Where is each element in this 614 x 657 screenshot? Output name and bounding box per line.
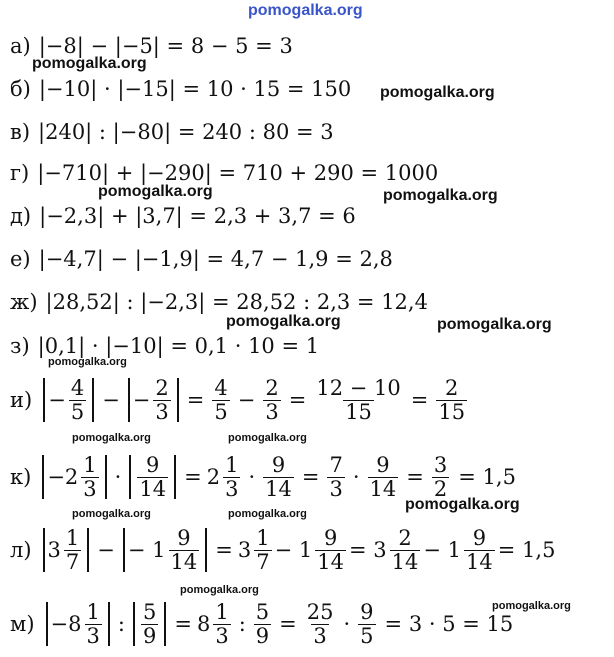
- watermark: pomogalka.org: [226, 313, 341, 330]
- watermark: pomogalka.org: [380, 84, 495, 101]
- operator: =: [215, 538, 233, 562]
- watermark: pomogalka.org: [492, 600, 571, 612]
- abs-bar: [205, 528, 207, 572]
- whole-part: − 1: [274, 538, 313, 562]
- abs-bar: [92, 378, 94, 422]
- row-expression: |28,52| : |−2,3| = 28,52 : 2,3 = 12,4: [45, 290, 428, 314]
- row-v: [10, 122, 334, 143]
- whole-part: − 1: [127, 538, 166, 562]
- operator: =: [279, 612, 297, 636]
- abs-bar: [128, 378, 130, 422]
- fraction: $\frac{1}{3}$: [225, 453, 239, 501]
- fraction: $\frac{2}{14}$: [391, 526, 419, 574]
- operator: =: [410, 388, 429, 412]
- abs-bar: [46, 602, 48, 646]
- row-i: [10, 372, 470, 428]
- watermark: pomogalka.org: [48, 356, 127, 368]
- row-label: е): [10, 247, 31, 271]
- fraction: $\frac{1}{3}$: [83, 453, 97, 501]
- abs-bar: [87, 528, 89, 572]
- row-expression: |240| : |−80| = 240 : 80 = 3: [38, 120, 334, 144]
- row-label: ж): [10, 290, 38, 314]
- fraction: $\frac{2}{3}$: [265, 376, 279, 424]
- row-expression: |−2,3| + |3,7| = 2,3 + 3,7 = 6: [39, 204, 356, 228]
- fraction: $\frac{4}{5}$: [214, 376, 228, 424]
- fraction: $\frac{2}{15}$: [438, 376, 466, 424]
- watermark: pomogalka.org: [98, 183, 213, 200]
- row-expression: |−710| + |−290| = 710 + 290 = 1000: [37, 161, 439, 185]
- row-expression: |−10| · |−15| = 10 · 15 = 150: [38, 77, 352, 101]
- whole-part: 2: [206, 465, 221, 489]
- operator: =: [288, 388, 307, 412]
- watermark: pomogalka.org: [72, 432, 151, 444]
- operator: :: [117, 612, 125, 636]
- whole-part: −8: [50, 612, 82, 636]
- watermark-top: pomogalka.org: [248, 2, 363, 19]
- watermark: pomogalka.org: [180, 584, 259, 596]
- result: = 1,5: [458, 465, 516, 489]
- abs-bar: [174, 455, 176, 499]
- row-l: [10, 522, 555, 578]
- operator: ·: [352, 465, 360, 489]
- watermark: pomogalka.org: [437, 316, 552, 333]
- abs-bar: [42, 455, 44, 499]
- fraction: $\frac{4}{5}$: [70, 376, 85, 424]
- row-b: [10, 79, 351, 100]
- row-a: [10, 36, 293, 57]
- minus-sign: −: [48, 388, 66, 412]
- fraction: $\frac{5}{9}$: [255, 600, 270, 648]
- abs-bar: [43, 378, 45, 422]
- fraction: $\frac{9}{14}$: [317, 526, 345, 574]
- watermark: pomogalka.org: [228, 432, 307, 444]
- fraction: $\frac{1}{3}$: [215, 600, 229, 648]
- row-zh: [10, 292, 428, 313]
- abs-bar: [43, 528, 45, 572]
- watermark: pomogalka.org: [405, 496, 520, 513]
- row-label: м): [10, 612, 35, 636]
- whole-part: = 3: [349, 538, 387, 562]
- fraction: $\frac{2}{3}$: [155, 376, 169, 424]
- fraction: $\frac{12 - 10}{15}$: [316, 376, 401, 424]
- abs-bar: [105, 455, 107, 499]
- fraction: $\frac{7}{3}$: [329, 453, 343, 501]
- abs-bar: [164, 602, 166, 646]
- abs-bar: [133, 602, 135, 646]
- row-expression: |−8| − |−5| = 8 − 5 = 3: [38, 34, 293, 58]
- operator: ·: [114, 465, 122, 489]
- whole-part: 8: [196, 612, 211, 636]
- row-label: а): [10, 34, 31, 58]
- abs-bar: [123, 528, 125, 572]
- row-label: д): [10, 204, 32, 228]
- fraction: $\frac{9}{5}$: [360, 600, 374, 648]
- minus-sign: −: [132, 388, 151, 412]
- row-g: [10, 163, 438, 184]
- fraction: $\frac{25}{3}$: [306, 600, 334, 648]
- abs-bar: [177, 378, 179, 422]
- whole-part: −2: [47, 465, 79, 489]
- whole-part: 3: [47, 538, 61, 562]
- operator: =: [186, 388, 205, 412]
- operator: ·: [343, 612, 351, 636]
- row-label: л): [10, 538, 32, 562]
- row-label: и): [10, 388, 33, 412]
- row-label: б): [10, 77, 31, 101]
- fraction: $\frac{9}{14}$: [139, 453, 167, 501]
- fraction: $\frac{1}{3}$: [86, 600, 100, 648]
- operator: −: [97, 538, 115, 562]
- abs-bar: [129, 455, 131, 499]
- operator: =: [184, 465, 202, 489]
- abs-bar: [108, 602, 110, 646]
- operator: :: [238, 612, 246, 636]
- watermark: pomogalka.org: [72, 508, 151, 520]
- fraction: $\frac{9}{14}$: [265, 453, 292, 501]
- fraction: $\frac{1}{7}$: [256, 526, 270, 574]
- watermark: pomogalka.org: [383, 187, 498, 204]
- row-e: [10, 249, 393, 270]
- fraction: $\frac{9}{14}$: [170, 526, 198, 574]
- operator: =: [301, 465, 320, 489]
- row-label: з): [10, 334, 30, 358]
- watermark: pomogalka.org: [228, 508, 307, 520]
- operator: ·: [248, 465, 256, 489]
- fraction: $\frac{9}{14}$: [369, 453, 397, 501]
- row-z: [10, 336, 319, 357]
- fraction: $\frac{3}{2}$: [433, 453, 448, 501]
- operator: =: [174, 612, 192, 636]
- row-expression: |0,1| · |−10| = 0,1 · 10 = 1: [37, 334, 320, 358]
- operator: −: [102, 388, 120, 412]
- row-expression: |−4,7| − |−1,9| = 4,7 − 1,9 = 2,8: [38, 247, 393, 271]
- whole-part: 3: [237, 538, 252, 562]
- fraction: $\frac{5}{9}$: [142, 600, 157, 648]
- row-label: к): [10, 465, 32, 489]
- result: = 3 · 5 = 15: [384, 612, 514, 636]
- row-m: [10, 596, 513, 652]
- whole-part: − 1: [423, 538, 462, 562]
- result: = 1,5: [497, 538, 556, 562]
- fraction: $\frac{1}{7}$: [65, 526, 80, 574]
- row-label: г): [10, 161, 30, 185]
- watermark: pomogalka.org: [32, 55, 147, 72]
- operator: −: [237, 388, 256, 412]
- fraction: $\frac{9}{14}$: [466, 526, 493, 574]
- row-d: [10, 206, 356, 227]
- row-label: в): [10, 120, 31, 144]
- operator: =: [406, 465, 424, 489]
